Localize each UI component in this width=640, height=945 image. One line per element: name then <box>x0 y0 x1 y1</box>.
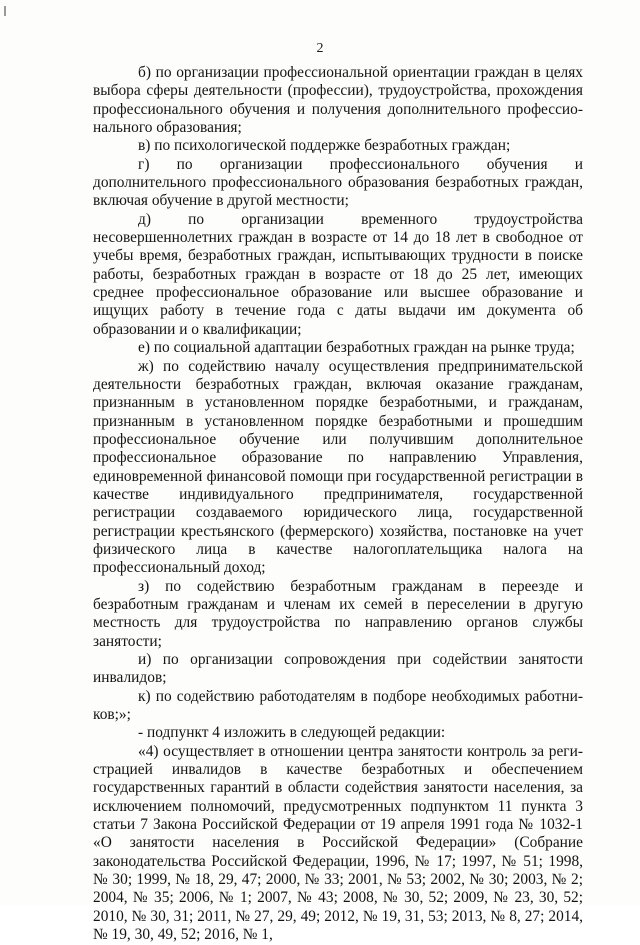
page-number: 2 <box>316 41 324 56</box>
paragraph-g: г) по организации профессионального обучения и дополнительного профессионального образования безработных граждан, включая обучение в другой местности; <box>93 155 583 210</box>
document-body <box>93 64 583 945</box>
paragraph-z: з) по содействию безработным гражданам в переезде и безработным гражданам и членам их семей в переселении в другую местность для трудоустройства по направлению органов службы занятости; <box>93 577 583 650</box>
paragraph-e: е) по социальной адаптации безработных граждан на рынке труда; <box>138 339 575 357</box>
paragraph-i: и) по организации сопровождения при содействии занятости инвалидов; <box>93 651 583 687</box>
margin-mark <box>4 6 6 16</box>
paragraph-v: в) по психологической поддержке безработных граждан; <box>138 137 511 155</box>
subpoint-4-text: «4) осуществляет в отношении центра занятости контроль за регистрацией инвалидов в качестве безработных и обеспечением государственных гарантий в области содействия занятости населения, за исключением полномочий, предусмотренных подпунктом 11 пункта 3 статьи 7 Закона Российской Федерации от 19 апреля 1991 года № 1032-1 «О занятости населения в Российской Федерации» (Собрание законодательства Российской Федерации, 1996, № 17; 1997, № 51; 1998, № 30; 1999, № 18, 29, 47; 2000, № 33; 2001, № 53; 2002, № 30; 2003, № 2; 2004, № 35; 2006, № 1; 2007, № 43; 2008, № 30, 52; 2009, № 23, 30, 52; 2010, № 30, 31; 2011, № 27, 29, 49; 2012, № 19, 31, 53; 2013, № 8, 27; 2014, № 19, 30, 49, 52; 2016, № 1, <box>93 742 583 944</box>
paragraph-zh: ж) по содействию началу осуществления предпринимательской деятельности безработных граждан, включая оказание гражданам, признанным в установленном порядке безработными, и гражданам, признанным в установленном порядке безработными и прошедшим профессиональное обучение или получившим дополнительное профессиональное образование по направлению Управления, единовременной финансовой помощи при государственной регистрации в качестве индивидуального предпринимателя, государственной регистрации создаваемого юридического лица, государственной регистрации крестьянского (фермерского) хозяйства, постановке на учет физического лица в качестве налогоплательщика налога на профессиональный доход; <box>93 357 583 577</box>
subpoint-4-intro: - подпункт 4 изложить в следующей редакции: <box>138 724 446 742</box>
paragraph-k: к) по содействию работодателям в подборе необходимых работников;»; <box>93 687 583 724</box>
paragraph-d: д) по организации временного трудоустройства несовершеннолетних граждан в возрасте от 14 до 18 лет в свободное от учебы время, безработных граждан, испытывающих трудности в поиске работы, безработных граждан в возрасте от 18 до 25 лет, имеющих среднее профессиональное образование или высшее образование и ищущих работу в течение года с даты выдачи им документа об образовании и о квалификации; <box>93 210 583 338</box>
paragraph-b: б) по организации профессиональной ориентации граждан в целях выбора сферы деятельности (профессии), трудоустройства, прохождения профессионального обучения и получения дополнительного профессионального образования; <box>93 64 583 137</box>
